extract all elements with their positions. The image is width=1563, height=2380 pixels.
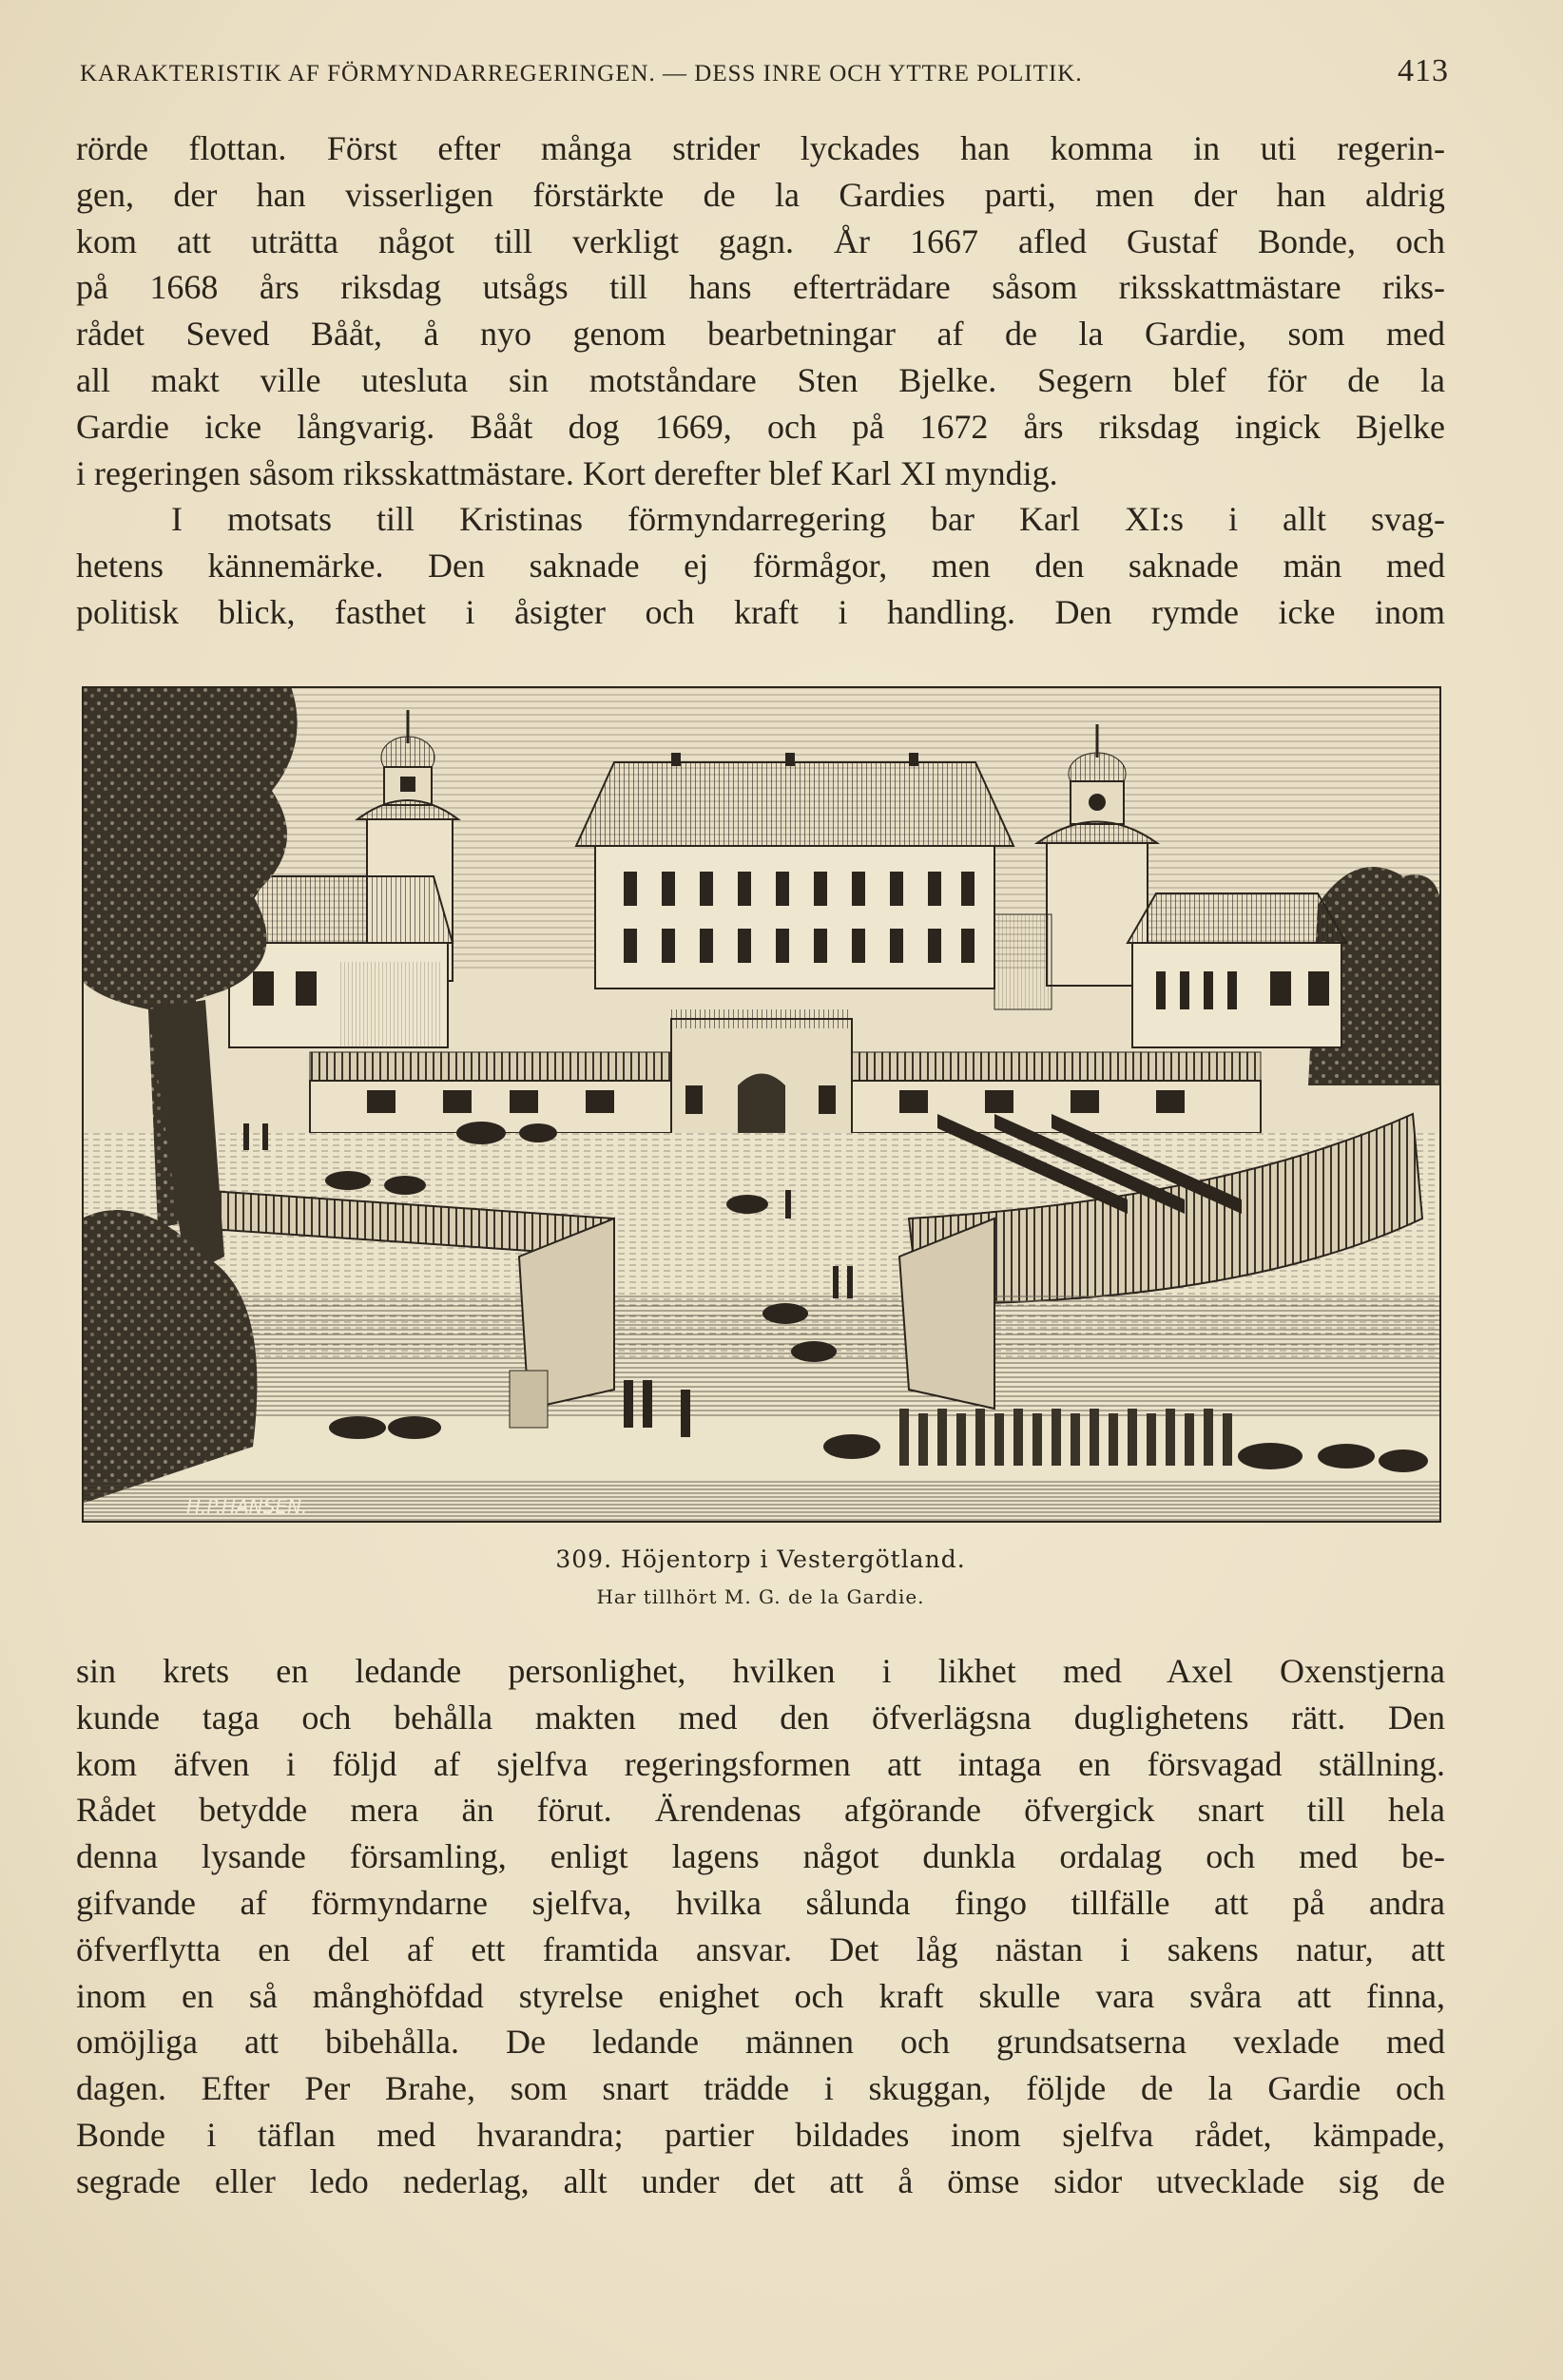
text-line: kom äfven i följd af sjelfva regeringsformen att intaga en försvagad ställning. bbox=[76, 1744, 1445, 1783]
text-line: Gardie icke långvarig. Bååt dog 1669, och på 1672 års riksdag ingick Bjelke bbox=[76, 407, 1445, 446]
text-line: hetens kännemärke. Den saknade ej förmågor, men den saknade män med bbox=[76, 547, 1445, 585]
moat-water bbox=[82, 1295, 1441, 1418]
text-line: rådet Seved Bååt, å nyo genom bearbetningar af de la Gardie, som med bbox=[76, 315, 1445, 354]
running-head-title: KARAKTERISTIK AF FÖRMYNDARREGERINGEN. — DESS INRE OCH YTTRE POLITIK. bbox=[80, 61, 1083, 86]
text-line: politisk blick, fasthet i åsigter och kraft i handling. Den rymde icke inom bbox=[76, 592, 1445, 631]
text-line: omöjliga att bibehålla. De ledande männen och grundsatserna vexlade med bbox=[76, 2023, 1445, 2062]
text-line: gen, der han visserligen förstärkte de la Gardies parti, men der han aldrig bbox=[76, 175, 1445, 214]
text-line: gifvande af förmyndarne sjelfva, hvilka sålunda fingo tillfälle att på andra bbox=[76, 1883, 1445, 1922]
text-line: kunde taga och behålla makten med den öfverlägsna duglighetens rätt. Den bbox=[76, 1698, 1445, 1737]
text-line: sin krets en ledande personlighet, hvilken i likhet med Axel Oxenstjerna bbox=[76, 1652, 1445, 1690]
running-head bbox=[80, 53, 1449, 91]
text-line: all makt ville utesluta sin motståndare Sten Bjelke. Segern blef för de la bbox=[76, 360, 1445, 399]
text-line: denna lysande församling, enligt lagens något dunkla ordalag och med be- bbox=[76, 1837, 1445, 1876]
engraver-signature: H.P.HANSEN. bbox=[186, 1495, 308, 1518]
text-line: dagen. Efter Per Brahe, som snart trädde i skuggan, följde de la Gardie och bbox=[76, 2069, 1445, 2108]
main-palace bbox=[576, 753, 1013, 988]
text-line: rörde flottan. Först efter många strider lyckades han komma in uti regerin- bbox=[76, 129, 1445, 167]
body-text-bottom bbox=[76, 1648, 1445, 2205]
text-line: öfverflytta en del af ett framtida ansvar. Det låg nästan i sakens natur, att bbox=[76, 1929, 1445, 1968]
figure-caption: 309. Höjentorp i Vestergötland. bbox=[555, 1545, 966, 1573]
text-line: på 1668 års riksdag utsågs till hans efterträdare såsom riksskattmästare riks- bbox=[76, 268, 1445, 307]
body-text-top bbox=[76, 125, 1445, 636]
page-number: 413 bbox=[1398, 53, 1449, 88]
figure-subcaption: Har tillhört M. G. de la Gardie. bbox=[596, 1585, 925, 1608]
text-line: I motsats till Kristinas förmyndarregering bar Karl XI:s i allt svag- bbox=[171, 500, 1445, 539]
engraving-illustration bbox=[82, 686, 1441, 1523]
gatehouse bbox=[671, 1009, 852, 1142]
text-line: i regeringen såsom riksskattmästare. Kort derefter blef Karl XI myndig. bbox=[76, 453, 1058, 492]
text-line: inom en så månghöfdad styrelse enighet och kraft skulle vara svåra att finna, bbox=[76, 1976, 1445, 2015]
text-line: segrade eller ledo nederlag, allt under det att å ömse sidor utvecklade sig de bbox=[76, 2161, 1445, 2200]
text-line: Bonde i täflan med hvarandra; partier bildades inom sjelfva rådet, kämpade, bbox=[76, 2115, 1445, 2154]
text-line: kom att uträtta något till verkligt gagn. År 1667 afled Gustaf Bonde, och bbox=[76, 221, 1445, 260]
text-line: Rådet betydde mera än förut. Ärendenas afgörande öfvergick snart till hela bbox=[76, 1791, 1445, 1830]
pillar bbox=[510, 1371, 548, 1428]
